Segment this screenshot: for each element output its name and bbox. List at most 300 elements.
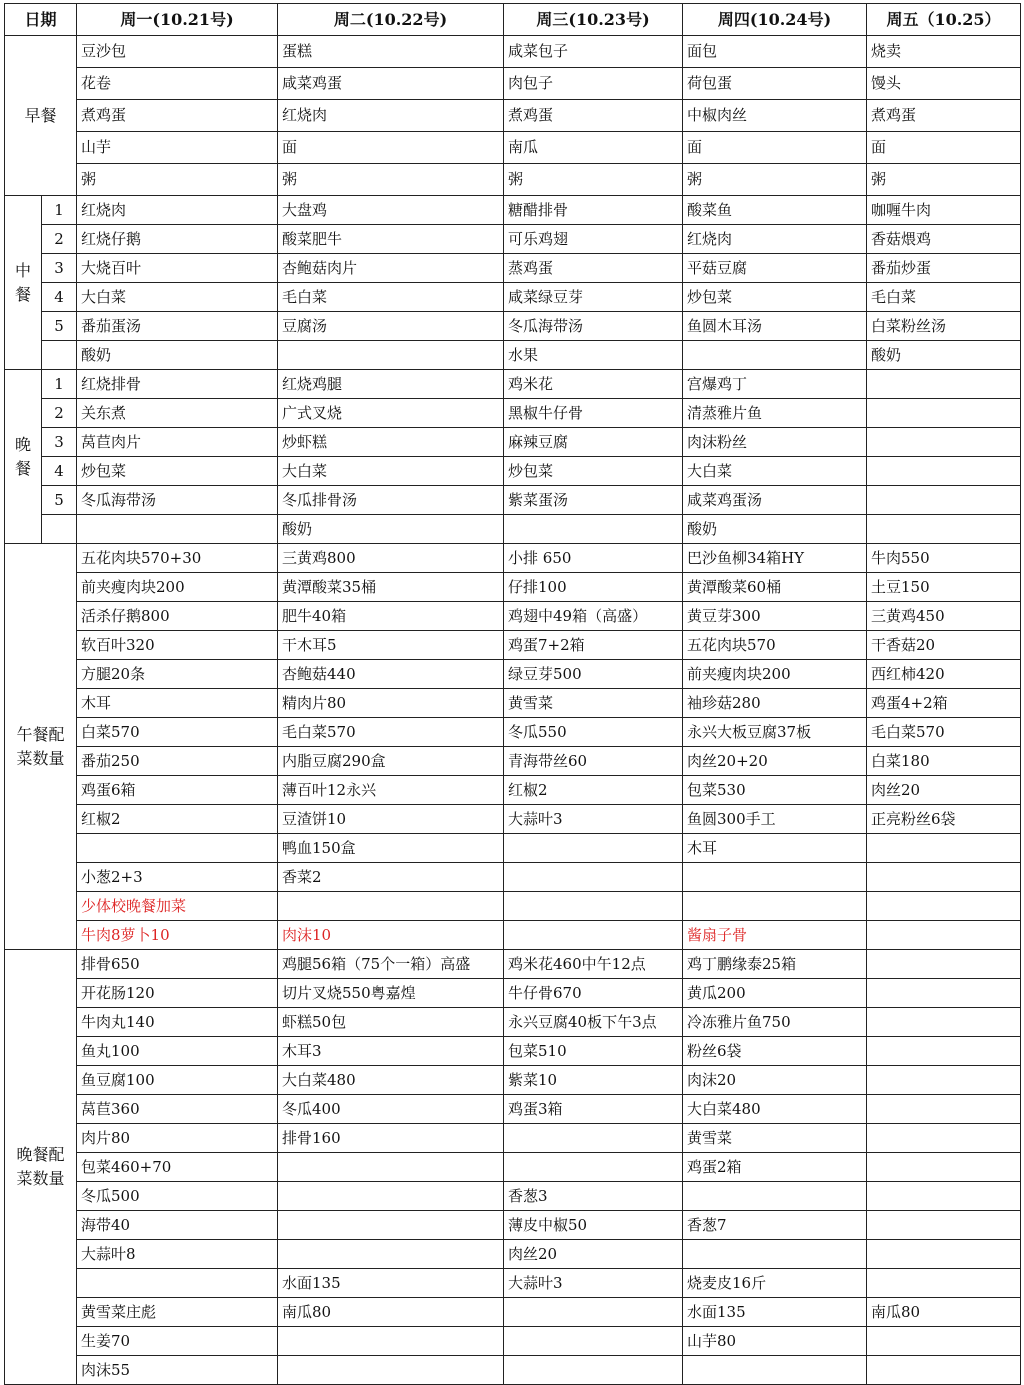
qty-cell: 肉沫55 bbox=[77, 1356, 278, 1385]
qty-cell: 毛白菜570 bbox=[867, 718, 1021, 747]
menu-cell: 咸菜包子 bbox=[504, 36, 683, 68]
qty-cell bbox=[504, 892, 683, 921]
menu-cell: 黑椒牛仔骨 bbox=[504, 399, 683, 428]
menu-cell: 大烧百叶 bbox=[77, 254, 278, 283]
qty-cell: 牛仔骨670 bbox=[504, 979, 683, 1008]
menu-cell: 鱼圆木耳汤 bbox=[683, 312, 867, 341]
qty-cell: 鸡蛋2箱 bbox=[683, 1153, 867, 1182]
menu-cell bbox=[504, 515, 683, 544]
qty-cell: 白菜180 bbox=[867, 747, 1021, 776]
qty-cell: 白菜570 bbox=[77, 718, 278, 747]
menu-cell: 馒头 bbox=[867, 68, 1021, 100]
qty-cell: 杏鲍菇440 bbox=[278, 660, 504, 689]
menu-cell: 冬瓜海带汤 bbox=[77, 486, 278, 515]
lunch-qty-row bbox=[5, 573, 1021, 602]
lunch-qty-row bbox=[5, 921, 1021, 950]
menu-cell: 广式叉烧 bbox=[278, 399, 504, 428]
qty-cell: 肉沫20 bbox=[683, 1066, 867, 1095]
qty-cell: 肉沫10 bbox=[278, 921, 504, 950]
qty-cell: 包菜460+70 bbox=[77, 1153, 278, 1182]
qty-cell bbox=[683, 1182, 867, 1211]
menu-cell: 番茄炒蛋 bbox=[867, 254, 1021, 283]
dinner-qty-row bbox=[5, 1211, 1021, 1240]
qty-cell bbox=[683, 1240, 867, 1269]
qty-cell: 大蒜叶8 bbox=[77, 1240, 278, 1269]
menu-cell: 毛白菜 bbox=[867, 283, 1021, 312]
breakfast-row bbox=[5, 132, 1021, 164]
qty-cell: 小排 650 bbox=[504, 544, 683, 573]
qty-cell: 袖珍菇280 bbox=[683, 689, 867, 718]
qty-cell: 山芋80 bbox=[683, 1327, 867, 1356]
lunch-qty-row bbox=[5, 834, 1021, 863]
menu-cell: 鸡米花 bbox=[504, 370, 683, 399]
menu-cell: 炒虾糕 bbox=[278, 428, 504, 457]
dinner-row bbox=[5, 428, 1021, 457]
menu-cell: 酸奶 bbox=[77, 341, 278, 370]
menu-cell: 炒包菜 bbox=[77, 457, 278, 486]
qty-cell: 前夹瘦肉块200 bbox=[683, 660, 867, 689]
breakfast-row bbox=[5, 36, 1021, 68]
menu-cell: 荷包蛋 bbox=[683, 68, 867, 100]
menu-cell: 粥 bbox=[867, 164, 1021, 196]
qty-cell: 三黄鸡450 bbox=[867, 602, 1021, 631]
qty-cell: 肉片80 bbox=[77, 1124, 278, 1153]
qty-cell: 精肉片80 bbox=[278, 689, 504, 718]
qty-cell: 大白菜480 bbox=[683, 1095, 867, 1124]
menu-cell: 麻辣豆腐 bbox=[504, 428, 683, 457]
header-tue: 周二(10.22号) bbox=[278, 4, 504, 36]
qty-cell: 小葱2+3 bbox=[77, 863, 278, 892]
lunch-row bbox=[5, 341, 1021, 370]
qty-cell bbox=[867, 1153, 1021, 1182]
qty-cell: 生姜70 bbox=[77, 1327, 278, 1356]
menu-cell: 南瓜 bbox=[504, 132, 683, 164]
dish-number: 4 bbox=[42, 457, 77, 486]
lunch-qty-section bbox=[5, 544, 77, 950]
breakfast-label: 早餐 bbox=[5, 36, 77, 196]
dinner-qty-row bbox=[5, 1008, 1021, 1037]
qty-cell bbox=[867, 979, 1021, 1008]
qty-cell: 鸡蛋7+2箱 bbox=[504, 631, 683, 660]
qty-cell bbox=[867, 1008, 1021, 1037]
dinner-qty-row bbox=[5, 1298, 1021, 1327]
qty-cell: 烧麦皮16斤 bbox=[683, 1269, 867, 1298]
dish-number: 5 bbox=[42, 486, 77, 515]
menu-table bbox=[4, 3, 1021, 1385]
qty-cell: 五花肉块570+30 bbox=[77, 544, 278, 573]
qty-cell bbox=[278, 1211, 504, 1240]
qty-cell: 方腿20条 bbox=[77, 660, 278, 689]
menu-cell: 花卷 bbox=[77, 68, 278, 100]
qty-cell: 干木耳5 bbox=[278, 631, 504, 660]
dinner-row bbox=[5, 457, 1021, 486]
dinner-row bbox=[5, 486, 1021, 515]
menu-cell bbox=[867, 428, 1021, 457]
menu-cell: 宫爆鸡丁 bbox=[683, 370, 867, 399]
qty-cell: 肉丝20 bbox=[867, 776, 1021, 805]
menu-cell bbox=[867, 457, 1021, 486]
qty-cell: 正亮粉丝6袋 bbox=[867, 805, 1021, 834]
menu-cell bbox=[683, 341, 867, 370]
qty-cell bbox=[278, 1327, 504, 1356]
menu-cell: 平菇豆腐 bbox=[683, 254, 867, 283]
dish-number bbox=[42, 515, 77, 544]
qty-cell bbox=[683, 892, 867, 921]
qty-cell: 包菜510 bbox=[504, 1037, 683, 1066]
menu-cell: 可乐鸡翅 bbox=[504, 225, 683, 254]
qty-cell: 鸡米花460中午12点 bbox=[504, 950, 683, 979]
qty-cell: 鸡丁鹏缘泰25箱 bbox=[683, 950, 867, 979]
qty-cell bbox=[278, 1153, 504, 1182]
dinner-qty-row bbox=[5, 1240, 1021, 1269]
qty-cell: 肉丝20 bbox=[504, 1240, 683, 1269]
qty-cell bbox=[683, 863, 867, 892]
menu-cell: 酸菜鱼 bbox=[683, 196, 867, 225]
qty-cell: 酱扇子骨 bbox=[683, 921, 867, 950]
qty-cell bbox=[683, 1356, 867, 1385]
menu-cell: 水果 bbox=[504, 341, 683, 370]
qty-cell: 前夹瘦肉块200 bbox=[77, 573, 278, 602]
lunch-qty-section-label: 午餐配 菜数量 bbox=[16, 724, 65, 768]
lunch-qty-row bbox=[5, 863, 1021, 892]
lunch-section bbox=[5, 196, 42, 370]
qty-cell: 黄潭酸菜35桶 bbox=[278, 573, 504, 602]
qty-cell bbox=[504, 1298, 683, 1327]
qty-cell: 黄雪菜 bbox=[683, 1124, 867, 1153]
dinner-qty-row bbox=[5, 1153, 1021, 1182]
qty-cell bbox=[504, 921, 683, 950]
qty-cell bbox=[867, 1240, 1021, 1269]
menu-cell: 粥 bbox=[278, 164, 504, 196]
menu-cell: 面 bbox=[867, 132, 1021, 164]
menu-cell: 杏鲍菇肉片 bbox=[278, 254, 504, 283]
qty-cell: 鸡蛋3箱 bbox=[504, 1095, 683, 1124]
menu-cell: 清蒸雅片鱼 bbox=[683, 399, 867, 428]
dish-number: 5 bbox=[42, 312, 77, 341]
dinner-row bbox=[5, 515, 1021, 544]
menu-cell: 肉包子 bbox=[504, 68, 683, 100]
qty-cell: 牛肉8萝卜10 bbox=[77, 921, 278, 950]
qty-cell: 永兴大板豆腐37板 bbox=[683, 718, 867, 747]
qty-cell bbox=[867, 892, 1021, 921]
dinner-row bbox=[5, 399, 1021, 428]
qty-cell: 木耳3 bbox=[278, 1037, 504, 1066]
menu-cell: 中椒肉丝 bbox=[683, 100, 867, 132]
lunch-row bbox=[5, 225, 1021, 254]
dinner-section bbox=[5, 370, 42, 544]
dish-number: 2 bbox=[42, 399, 77, 428]
header-date: 日期 bbox=[5, 4, 77, 36]
qty-cell: 鱼丸100 bbox=[77, 1037, 278, 1066]
dinner-row bbox=[5, 370, 1021, 399]
menu-cell: 煮鸡蛋 bbox=[77, 100, 278, 132]
menu-cell: 冬瓜排骨汤 bbox=[278, 486, 504, 515]
qty-cell bbox=[867, 1037, 1021, 1066]
qty-cell bbox=[867, 1182, 1021, 1211]
qty-cell: 鸡蛋6箱 bbox=[77, 776, 278, 805]
qty-cell: 仔排100 bbox=[504, 573, 683, 602]
menu-cell: 红烧肉 bbox=[278, 100, 504, 132]
menu-cell bbox=[77, 515, 278, 544]
qty-cell: 少体校晚餐加菜 bbox=[77, 892, 278, 921]
lunch-row bbox=[5, 283, 1021, 312]
menu-cell: 酸奶 bbox=[683, 515, 867, 544]
menu-cell bbox=[867, 399, 1021, 428]
menu-cell: 白菜粉丝汤 bbox=[867, 312, 1021, 341]
qty-cell bbox=[278, 1240, 504, 1269]
qty-cell: 鸡腿56箱（75个一箱）高盛 bbox=[278, 950, 504, 979]
menu-cell: 面包 bbox=[683, 36, 867, 68]
qty-cell: 大蒜叶3 bbox=[504, 805, 683, 834]
qty-cell: 粉丝6袋 bbox=[683, 1037, 867, 1066]
qty-cell bbox=[867, 1095, 1021, 1124]
qty-cell: 黄豆芽300 bbox=[683, 602, 867, 631]
qty-cell: 南瓜80 bbox=[278, 1298, 504, 1327]
qty-cell bbox=[867, 834, 1021, 863]
dinner-qty-row bbox=[5, 979, 1021, 1008]
dish-number: 3 bbox=[42, 428, 77, 457]
dinner-qty-row bbox=[5, 1269, 1021, 1298]
menu-cell: 烧卖 bbox=[867, 36, 1021, 68]
menu-cell: 面 bbox=[278, 132, 504, 164]
lunch-qty-row bbox=[5, 805, 1021, 834]
qty-cell: 干香菇20 bbox=[867, 631, 1021, 660]
header-mon: 周一(10.21号) bbox=[77, 4, 278, 36]
qty-cell: 虾糕50包 bbox=[278, 1008, 504, 1037]
qty-cell: 番茄250 bbox=[77, 747, 278, 776]
menu-cell: 紫菜蛋汤 bbox=[504, 486, 683, 515]
qty-cell bbox=[504, 1124, 683, 1153]
menu-cell: 冬瓜海带汤 bbox=[504, 312, 683, 341]
qty-cell: 活杀仔鹅800 bbox=[77, 602, 278, 631]
dinner-qty-row bbox=[5, 1095, 1021, 1124]
qty-cell: 开花肠120 bbox=[77, 979, 278, 1008]
qty-cell: 切片叉烧550粤嘉煌 bbox=[278, 979, 504, 1008]
qty-cell: 黄雪菜 bbox=[504, 689, 683, 718]
menu-cell: 番茄蛋汤 bbox=[77, 312, 278, 341]
qty-cell: 红椒2 bbox=[504, 776, 683, 805]
qty-cell: 黄雪菜庄彪 bbox=[77, 1298, 278, 1327]
menu-cell: 红烧肉 bbox=[77, 196, 278, 225]
qty-cell bbox=[77, 834, 278, 863]
menu-cell: 豆腐汤 bbox=[278, 312, 504, 341]
qty-cell: 排骨650 bbox=[77, 950, 278, 979]
qty-cell: 软百叶320 bbox=[77, 631, 278, 660]
menu-cell: 红烧肉 bbox=[683, 225, 867, 254]
qty-cell bbox=[278, 892, 504, 921]
menu-cell: 蛋糕 bbox=[278, 36, 504, 68]
qty-cell: 西红柿420 bbox=[867, 660, 1021, 689]
breakfast-row bbox=[5, 68, 1021, 100]
qty-cell: 巴沙鱼柳34箱HY bbox=[683, 544, 867, 573]
menu-cell: 粥 bbox=[77, 164, 278, 196]
lunch-row bbox=[5, 196, 1021, 225]
qty-cell: 包菜530 bbox=[683, 776, 867, 805]
menu-cell: 关东煮 bbox=[77, 399, 278, 428]
dinner-qty-row bbox=[5, 1327, 1021, 1356]
menu-cell: 红烧仔鹅 bbox=[77, 225, 278, 254]
qty-cell: 永兴豆腐40板下午3点 bbox=[504, 1008, 683, 1037]
qty-cell bbox=[867, 1356, 1021, 1385]
menu-cell: 红烧鸡腿 bbox=[278, 370, 504, 399]
lunch-qty-row bbox=[5, 660, 1021, 689]
menu-cell: 大白菜 bbox=[77, 283, 278, 312]
menu-cell: 酸奶 bbox=[278, 515, 504, 544]
menu-cell bbox=[278, 341, 504, 370]
menu-cell bbox=[867, 515, 1021, 544]
qty-cell: 鱼豆腐100 bbox=[77, 1066, 278, 1095]
qty-cell bbox=[278, 1356, 504, 1385]
qty-cell bbox=[278, 1182, 504, 1211]
qty-cell bbox=[504, 1356, 683, 1385]
dish-number: 1 bbox=[42, 370, 77, 399]
qty-cell bbox=[867, 950, 1021, 979]
qty-cell bbox=[504, 834, 683, 863]
menu-cell: 香菇煨鸡 bbox=[867, 225, 1021, 254]
menu-cell: 豆沙包 bbox=[77, 36, 278, 68]
dinner-qty-section-label: 晚餐配 菜数量 bbox=[16, 1145, 65, 1188]
qty-cell: 水面135 bbox=[683, 1298, 867, 1327]
qty-cell: 黄瓜200 bbox=[683, 979, 867, 1008]
menu-cell: 面 bbox=[683, 132, 867, 164]
menu-cell: 毛白菜 bbox=[278, 283, 504, 312]
qty-cell: 三黄鸡800 bbox=[278, 544, 504, 573]
qty-cell: 鸡翅中49箱（高盛） bbox=[504, 602, 683, 631]
qty-cell: 肥牛40箱 bbox=[278, 602, 504, 631]
menu-cell: 大白菜 bbox=[278, 457, 504, 486]
menu-cell: 酸菜肥牛 bbox=[278, 225, 504, 254]
qty-cell bbox=[867, 1269, 1021, 1298]
qty-cell: 南瓜80 bbox=[867, 1298, 1021, 1327]
dinner-qty-row bbox=[5, 1124, 1021, 1153]
qty-cell: 肉丝20+20 bbox=[683, 747, 867, 776]
qty-cell bbox=[867, 863, 1021, 892]
qty-cell: 大蒜叶3 bbox=[504, 1269, 683, 1298]
dish-number: 1 bbox=[42, 196, 77, 225]
qty-cell: 木耳 bbox=[77, 689, 278, 718]
lunch-qty-row bbox=[5, 892, 1021, 921]
qty-cell: 水面135 bbox=[278, 1269, 504, 1298]
qty-cell: 莴苣360 bbox=[77, 1095, 278, 1124]
qty-cell: 紫菜10 bbox=[504, 1066, 683, 1095]
qty-cell: 鸡蛋4+2箱 bbox=[867, 689, 1021, 718]
qty-cell: 土豆150 bbox=[867, 573, 1021, 602]
menu-cell: 咸菜鸡蛋汤 bbox=[683, 486, 867, 515]
lunch-qty-row bbox=[5, 689, 1021, 718]
menu-cell: 粥 bbox=[504, 164, 683, 196]
menu-cell: 肉沫粉丝 bbox=[683, 428, 867, 457]
qty-cell bbox=[867, 1066, 1021, 1095]
qty-cell: 大白菜480 bbox=[278, 1066, 504, 1095]
menu-cell: 糖醋排骨 bbox=[504, 196, 683, 225]
qty-cell: 鸭血150盒 bbox=[278, 834, 504, 863]
menu-cell: 炒包菜 bbox=[504, 457, 683, 486]
qty-cell: 牛肉丸140 bbox=[77, 1008, 278, 1037]
menu-cell: 咸菜绿豆芽 bbox=[504, 283, 683, 312]
menu-cell: 蒸鸡蛋 bbox=[504, 254, 683, 283]
qty-cell: 鱼圆300手工 bbox=[683, 805, 867, 834]
menu-cell: 大盘鸡 bbox=[278, 196, 504, 225]
qty-cell: 冷冻雅片鱼750 bbox=[683, 1008, 867, 1037]
qty-cell bbox=[867, 1327, 1021, 1356]
qty-cell bbox=[77, 1269, 278, 1298]
qty-cell bbox=[867, 921, 1021, 950]
dish-number: 3 bbox=[42, 254, 77, 283]
qty-cell: 香菜2 bbox=[278, 863, 504, 892]
qty-cell bbox=[867, 1124, 1021, 1153]
dinner-qty-section bbox=[5, 950, 77, 1385]
qty-cell: 绿豆芽500 bbox=[504, 660, 683, 689]
qty-cell bbox=[867, 1211, 1021, 1240]
qty-cell bbox=[504, 863, 683, 892]
menu-cell: 煮鸡蛋 bbox=[867, 100, 1021, 132]
menu-cell: 煮鸡蛋 bbox=[504, 100, 683, 132]
breakfast-row bbox=[5, 164, 1021, 196]
dish-number: 4 bbox=[42, 283, 77, 312]
qty-cell: 薄百叶12永兴 bbox=[278, 776, 504, 805]
lunch-qty-row bbox=[5, 718, 1021, 747]
dinner-qty-row bbox=[5, 1037, 1021, 1066]
header-row bbox=[5, 4, 1021, 36]
qty-cell: 五花肉块570 bbox=[683, 631, 867, 660]
qty-cell: 排骨160 bbox=[278, 1124, 504, 1153]
menu-cell: 山芋 bbox=[77, 132, 278, 164]
menu-cell: 炒包菜 bbox=[683, 283, 867, 312]
breakfast-row bbox=[5, 100, 1021, 132]
qty-cell: 香葱7 bbox=[683, 1211, 867, 1240]
lunch-qty-row bbox=[5, 776, 1021, 805]
menu-cell: 粥 bbox=[683, 164, 867, 196]
qty-cell: 牛肉550 bbox=[867, 544, 1021, 573]
lunch-row bbox=[5, 312, 1021, 341]
dinner-section-label: 晚 餐 bbox=[14, 434, 31, 478]
qty-cell: 薄皮中椒50 bbox=[504, 1211, 683, 1240]
menu-cell: 大白菜 bbox=[683, 457, 867, 486]
qty-cell: 海带40 bbox=[77, 1211, 278, 1240]
lunch-qty-row bbox=[5, 544, 1021, 573]
qty-cell: 香葱3 bbox=[504, 1182, 683, 1211]
dish-number bbox=[42, 341, 77, 370]
qty-cell: 青海带丝60 bbox=[504, 747, 683, 776]
lunch-qty-row bbox=[5, 602, 1021, 631]
qty-cell: 内脂豆腐290盒 bbox=[278, 747, 504, 776]
dish-number: 2 bbox=[42, 225, 77, 254]
menu-cell: 酸奶 bbox=[867, 341, 1021, 370]
qty-cell bbox=[504, 1153, 683, 1182]
menu-cell: 咖喱牛肉 bbox=[867, 196, 1021, 225]
menu-cell: 红烧排骨 bbox=[77, 370, 278, 399]
menu-cell: 莴苣肉片 bbox=[77, 428, 278, 457]
lunch-qty-row bbox=[5, 631, 1021, 660]
lunch-qty-row bbox=[5, 747, 1021, 776]
dinner-qty-row bbox=[5, 950, 1021, 979]
menu-cell bbox=[867, 370, 1021, 399]
dinner-qty-row bbox=[5, 1356, 1021, 1385]
header-thu: 周四(10.24号) bbox=[683, 4, 867, 36]
menu-cell bbox=[867, 486, 1021, 515]
qty-cell: 红椒2 bbox=[77, 805, 278, 834]
qty-cell: 黄潭酸菜60桶 bbox=[683, 573, 867, 602]
lunch-row bbox=[5, 254, 1021, 283]
menu-cell: 咸菜鸡蛋 bbox=[278, 68, 504, 100]
lunch-section-label: 中 餐 bbox=[14, 260, 31, 304]
qty-cell bbox=[504, 1327, 683, 1356]
header-wed: 周三(10.23号) bbox=[504, 4, 683, 36]
qty-cell: 冬瓜400 bbox=[278, 1095, 504, 1124]
qty-cell: 冬瓜550 bbox=[504, 718, 683, 747]
qty-cell: 冬瓜500 bbox=[77, 1182, 278, 1211]
qty-cell: 豆渣饼10 bbox=[278, 805, 504, 834]
